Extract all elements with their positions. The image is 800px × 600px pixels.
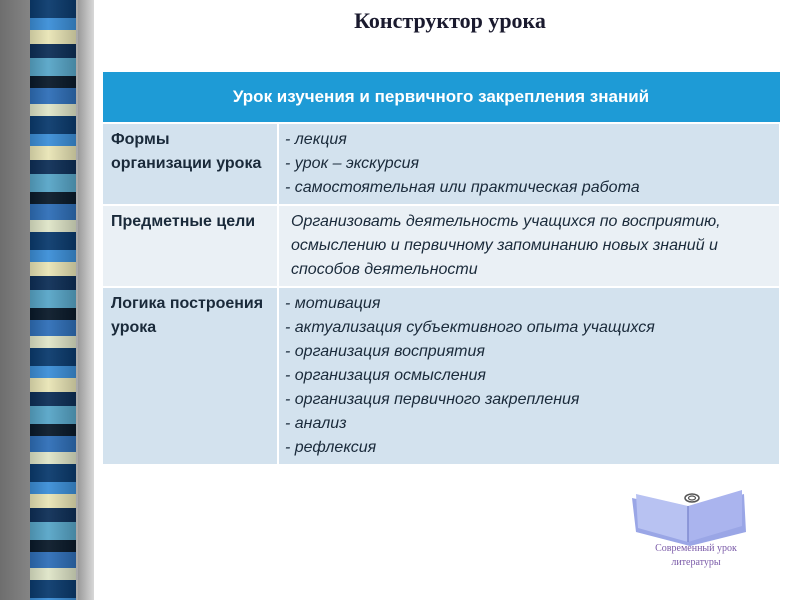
table-row [102,287,780,465]
paperclip-icon [685,494,699,502]
list-item: - организация первичного закрепления [285,391,580,408]
list-item: - актуализация субъективного опыта учащихся [285,319,655,336]
row-label: Логика построения урока [102,287,278,465]
row-label: Предметные цели [102,205,278,287]
list-item: - рефлексия [285,439,377,456]
footer-line-2: литературы [671,557,721,568]
book-icon [628,488,752,548]
goal-text: Организовать деятельность учащихся по восприятию, осмыслению и первичному запоминанию новых знаний и способов деятельности [291,213,721,278]
paperclip-inner [689,496,696,500]
list-item: - организация осмысления [285,367,486,384]
table-header: Урок изучения и первичного закрепления знаний [102,72,780,124]
table-row [102,123,780,205]
list-item: - анализ [285,415,347,432]
slide-title: Конструктор урока [354,8,546,33]
decorative-stripes-shade [30,0,76,600]
list-item: - организация восприятия [285,343,485,360]
row-label: Формы организации урока [102,123,278,205]
list-item: - лекция [285,131,347,148]
list-item: - урок – экскурсия [285,155,420,172]
lesson-table [101,71,781,466]
table-row [102,205,780,287]
footer-line-1: Современный урок [655,543,737,554]
table-header-row [102,72,780,124]
row-content [278,123,780,205]
list-item: - самостоятельная или практическая работа [285,179,640,196]
list-item: - мотивация [285,295,381,312]
row-content [278,287,780,465]
left-gray-band-edge [78,0,94,600]
footer-caption [630,542,762,570]
row-content [278,205,780,287]
